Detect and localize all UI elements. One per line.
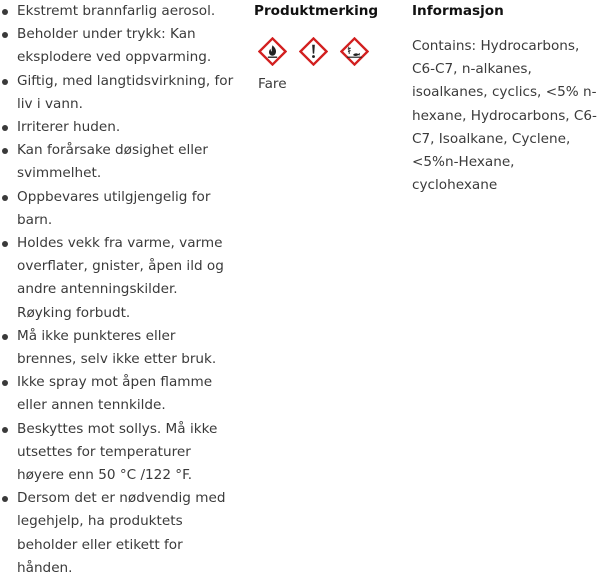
information-column [412, 0, 602, 197]
hazard-statement-item: Ikke spray mot åpen flamme eller annen tennkilde. [0, 371, 235, 417]
hazard-statement-list [0, 0, 235, 580]
exclamation-mark-icon [299, 37, 328, 66]
hazard-statement-item: Irriterer huden. [0, 116, 235, 139]
hazard-statement-item: Oppbevares utilgjengelig for barn. [0, 186, 235, 232]
hazard-statement-item: Dersom det er nødvendig med legehjelp, ha produktets beholder eller etikett for hånden. [0, 487, 235, 580]
product-labeling-column [254, 0, 394, 94]
product-labeling-heading: Produktmerking [254, 3, 379, 19]
information-text: Contains: Hydrocarbons, C6-C7, n-alkanes, isoalkanes, cyclics, <5% n-hexane, Hydrocarbons, C6-C7, Isoalkane, Cyclene, <5%n-Hexane, cyclohexane [412, 38, 597, 194]
environment-icon [340, 37, 369, 66]
hazard-statements-column [0, 0, 235, 580]
hazard-statement-item: Kan forårsake døsighet eller svimmelhet. [0, 139, 235, 185]
hazard-statement-item: Ekstremt brannfarlig aerosol. [0, 0, 235, 23]
flame-icon [258, 37, 287, 66]
hazard-statement-item: Må ikke punkteres eller brennes, selv ikke etter bruk. [0, 325, 235, 371]
hazard-statement-item: Beholder under trykk: Kan eksplodere ved oppvarming. [0, 23, 235, 69]
ghs-pictograms [258, 37, 394, 66]
signal-word: Fare [258, 76, 287, 92]
hazard-statement-item: Giftig, med langtidsvirkning, for liv i vann. [0, 70, 235, 116]
information-heading: Informasjon [412, 3, 504, 19]
hazard-statement-item: Holdes vekk fra varme, varme overflater, gnister, åpen ild og andre antenningskilder. Røyking forbudt. [0, 232, 235, 325]
hazard-statement-item: Beskyttes mot sollys. Må ikke utsettes for temperaturer høyere enn 50 °C /122 °F. [0, 418, 235, 488]
